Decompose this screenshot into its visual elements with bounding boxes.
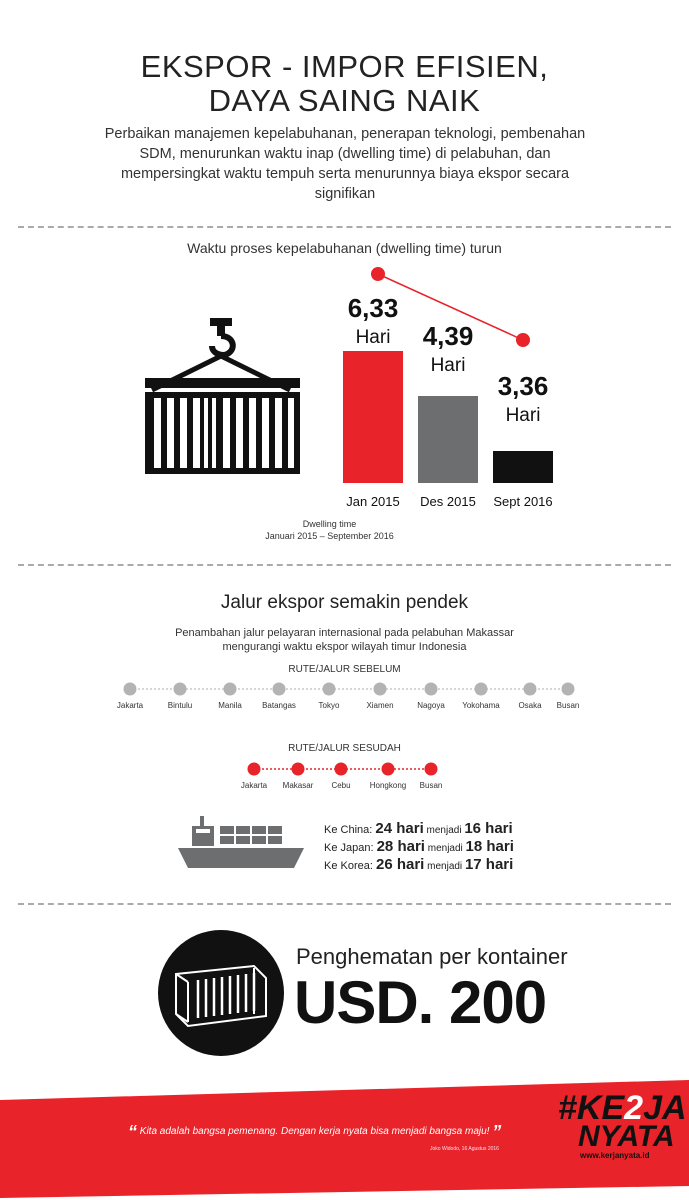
section1-title: Waktu proses kepelabuhanan (dwelling time) turun bbox=[187, 240, 502, 256]
route-stop-dot bbox=[273, 683, 286, 696]
route-stop-dot bbox=[475, 683, 488, 696]
quote-attribution: Joko Widodo, 16 Agustus 2016 bbox=[430, 1146, 499, 1152]
bar-3 bbox=[493, 451, 553, 483]
route-time-after: 16 hari bbox=[464, 820, 513, 837]
route-stop-dot bbox=[382, 763, 395, 776]
bar-1 bbox=[343, 351, 403, 483]
logo-part-1: #KE bbox=[558, 1089, 625, 1127]
unit-label-1: Hari bbox=[355, 327, 391, 348]
container-savings-icon bbox=[158, 930, 284, 1056]
unit-label-3: Hari bbox=[505, 405, 541, 426]
route-stop-label: Nagoya bbox=[417, 701, 445, 710]
route-stop-label: Cebu bbox=[331, 781, 351, 790]
route-before-title: RUTE/JALUR SEBELUM bbox=[288, 664, 401, 675]
route-stop-label: Yokohama bbox=[462, 701, 500, 710]
route-stop-dot bbox=[374, 683, 387, 696]
caption-line-2: Januari 2015 – September 2016 bbox=[265, 531, 394, 541]
route-time-before: 26 hari bbox=[375, 856, 425, 873]
route-time-after: 17 hari bbox=[464, 856, 514, 873]
route-time-connector: menjadi bbox=[423, 825, 465, 836]
route-stop-label: Manila bbox=[218, 701, 242, 710]
route-stop-dot bbox=[425, 763, 438, 776]
route-stop-label: Bintulu bbox=[167, 701, 193, 710]
route-before bbox=[0, 680, 689, 720]
route-after-title: RUTE/JALUR SESUDAH bbox=[288, 743, 401, 754]
desc-line-2: mengurangi waktu ekspor wilayah timur Indonesia bbox=[222, 641, 467, 653]
open-quote-icon: “ bbox=[128, 1122, 137, 1142]
savings-value: USD. 200 bbox=[294, 969, 547, 1036]
value-label-3: 3,36 bbox=[497, 371, 549, 401]
value-label-2: 4,39 bbox=[422, 321, 474, 351]
logo-part-3: JA bbox=[643, 1089, 687, 1127]
route-times bbox=[324, 820, 514, 874]
logo-line-2: NYATA bbox=[578, 1120, 675, 1153]
intro-text: Perbaikan manajemen kepelabuhanan, penerapan teknologi, pembenahan SDM, menurunkan waktu inap (dwelling time) di pelabuhan, dan mempersingkat waktu tempuh serta menurunnya biaya ekspor secara signifikan bbox=[104, 126, 586, 202]
title-line-2: DAYA SAING NAIK bbox=[208, 83, 481, 118]
title-line-1: EKSPOR - IMPOR EFISIEN, bbox=[140, 49, 549, 84]
route-stop-dot bbox=[335, 763, 348, 776]
close-quote-icon: ” bbox=[492, 1122, 502, 1142]
route-stop-label: Hongkong bbox=[369, 781, 407, 790]
cargo-ship-icon bbox=[176, 812, 306, 872]
route-time-row bbox=[324, 838, 514, 856]
route-time-row bbox=[324, 820, 514, 838]
route-after bbox=[0, 760, 689, 800]
section2-title: Jalur ekspor semakin pendek bbox=[220, 592, 469, 613]
route-stop-label: Busan bbox=[419, 781, 443, 790]
route-stop-label: Makasar bbox=[282, 781, 314, 790]
route-stop-label: Xiamen bbox=[366, 701, 394, 710]
category-label-2: Des 2015 bbox=[420, 494, 476, 509]
route-destination: Ke Korea: bbox=[324, 860, 376, 872]
route-time-connector: menjadi bbox=[424, 843, 466, 854]
route-stop-dot bbox=[248, 763, 261, 776]
dwelling-time-chart bbox=[0, 0, 689, 560]
footer-url: www.kerjanyata.id bbox=[580, 1151, 650, 1160]
route-stop-label: Jakarta bbox=[116, 701, 144, 710]
route-line bbox=[0, 680, 689, 696]
route-stop-dot bbox=[124, 683, 137, 696]
trend-dot bbox=[516, 333, 530, 347]
route-stop-label: Osaka bbox=[518, 701, 542, 710]
caption-line-1: Dwelling time bbox=[302, 519, 357, 529]
route-destination: Ke Japan: bbox=[324, 842, 377, 854]
category-label-3: Sept 2016 bbox=[493, 494, 553, 509]
route-line bbox=[0, 760, 689, 776]
savings-label: Penghematan per kontainer bbox=[296, 944, 568, 969]
bar-2 bbox=[418, 396, 478, 483]
logo-part-2: 2 bbox=[624, 1089, 644, 1127]
quote-text: Kita adalah bangsa pemenang. Dengan kerja nyata bisa menjadi bangsa maju! bbox=[139, 1126, 490, 1137]
trend-dot bbox=[371, 267, 385, 281]
section2-desc bbox=[0, 626, 689, 654]
route-time-before: 28 hari bbox=[376, 838, 425, 855]
chart-caption bbox=[0, 518, 689, 542]
divider bbox=[18, 903, 671, 905]
route-stop-label: Jakarta bbox=[240, 781, 268, 790]
value-label-1: 6,33 bbox=[347, 293, 399, 323]
footer-quote bbox=[128, 1122, 501, 1143]
route-time-after: 18 hari bbox=[465, 838, 514, 855]
route-stop-dot bbox=[224, 683, 237, 696]
category-label-1: Jan 2015 bbox=[346, 494, 400, 509]
unit-label-2: Hari bbox=[430, 355, 466, 376]
route-stop-dot bbox=[562, 683, 575, 696]
route-stop-dot bbox=[292, 763, 305, 776]
desc-line-1: Penambahan jalur pelayaran internasional pada pelabuhan Makassar bbox=[175, 627, 514, 639]
route-stop-dot bbox=[174, 683, 187, 696]
divider bbox=[18, 564, 671, 566]
route-time-connector: menjadi bbox=[424, 861, 465, 872]
route-stop-label: Batangas bbox=[262, 701, 296, 710]
route-stop-dot bbox=[323, 683, 336, 696]
route-destination: Ke China: bbox=[324, 824, 376, 836]
kerja-nyata-logo bbox=[558, 1089, 687, 1162]
route-stop-dot bbox=[524, 683, 537, 696]
route-time-before: 24 hari bbox=[375, 820, 424, 837]
route-time-row bbox=[324, 856, 514, 874]
route-stop-label: Tokyo bbox=[318, 701, 340, 710]
route-stop-dot bbox=[425, 683, 438, 696]
route-stop-label: Busan bbox=[556, 701, 580, 710]
